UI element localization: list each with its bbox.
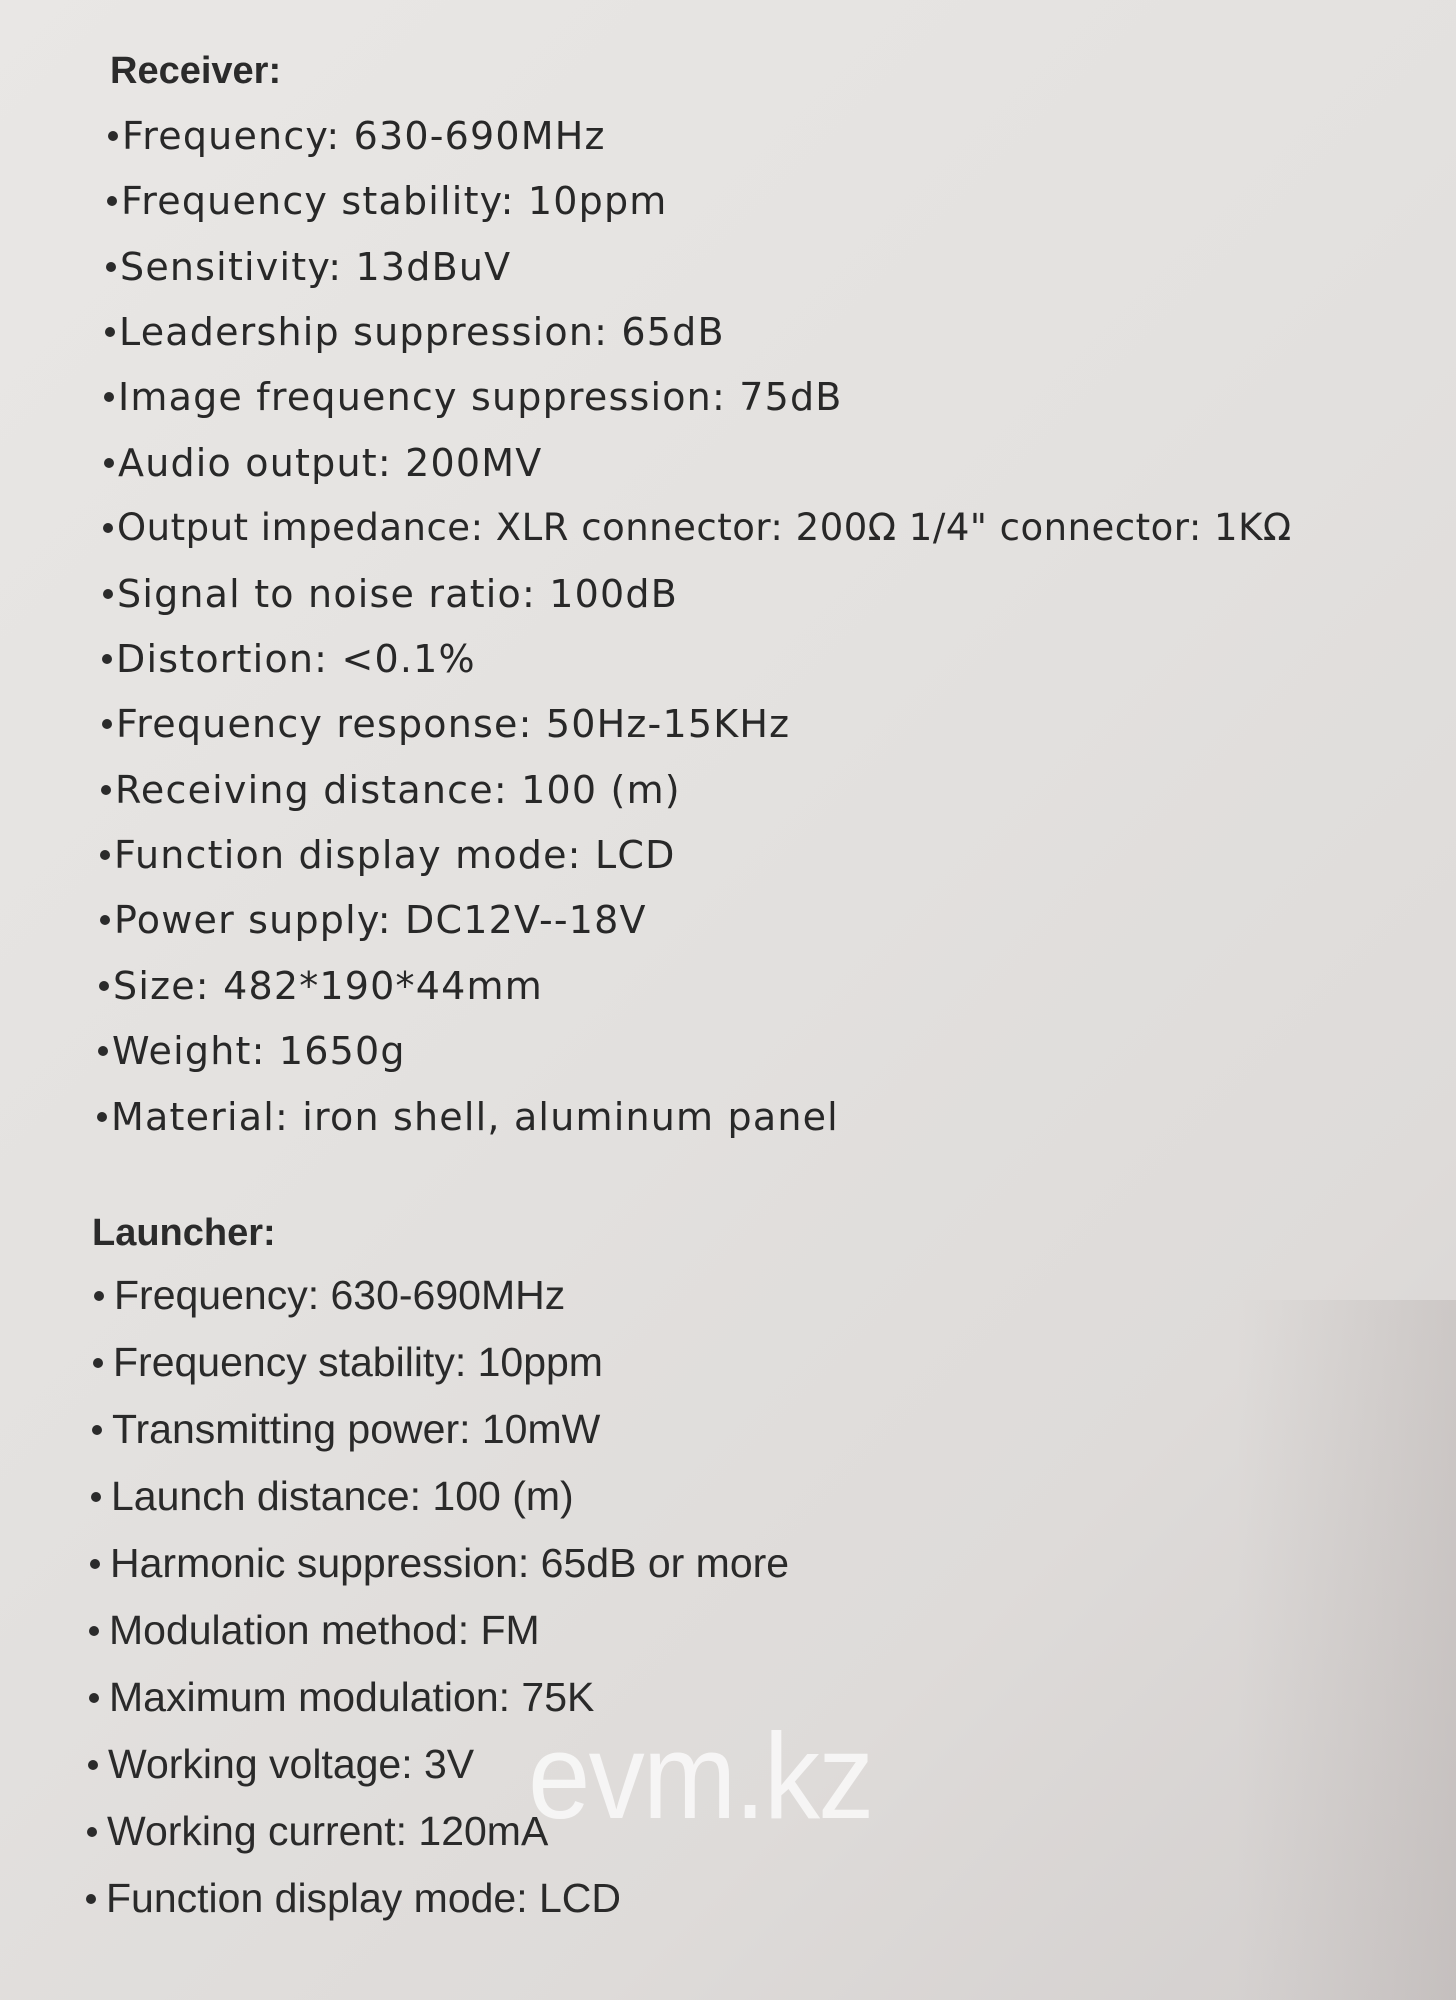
bullet-icon <box>103 523 113 533</box>
bullet-icon <box>94 1291 104 1301</box>
launcher-spec-item: Working current: 120mA <box>87 1808 548 1855</box>
launcher-spec-item: Maximum modulation: 75K <box>89 1674 594 1721</box>
receiver-spec-item: Distortion: <0.1% <box>102 637 476 681</box>
launcher-spec-item: Frequency: 630-690MHz <box>94 1272 565 1319</box>
receiver-spec-item: Image frequency suppression: 75dB <box>104 375 843 419</box>
receiver-heading: Receiver: <box>110 50 282 92</box>
bullet-icon <box>93 1358 103 1368</box>
receiver-spec-item: Frequency stability: 10ppm <box>107 179 667 223</box>
receiver-spec-item: Audio output: 200MV <box>104 441 542 485</box>
launcher-spec-item: Harmonic suppression: 65dB or more <box>90 1540 789 1587</box>
bullet-icon <box>98 1046 108 1056</box>
bullet-icon <box>89 1693 99 1703</box>
bullet-icon <box>107 196 117 206</box>
receiver-spec-item: Frequency: 630-690MHz <box>108 114 606 158</box>
receiver-spec-item: Frequency response: 50Hz-15KHz <box>102 702 790 746</box>
receiver-spec-item: Output impedance: XLR connector: 200Ω 1/4" connector: 1KΩ <box>103 506 1292 549</box>
receiver-spec-item: Function display mode: LCD <box>100 833 676 877</box>
receiver-spec-item: Size: 482*190*44mm <box>99 964 543 1008</box>
bullet-icon <box>108 131 118 141</box>
bullet-icon <box>97 1112 107 1122</box>
receiver-spec-item: Receiving distance: 100 (m) <box>101 768 681 812</box>
bullet-icon <box>104 458 114 468</box>
bullet-icon <box>101 785 111 795</box>
receiver-spec-item: Weight: 1650g <box>98 1029 406 1073</box>
receiver-spec-item: Sensitivity: 13dBuV <box>106 245 511 289</box>
receiver-spec-item: Signal to noise ratio: 100dB <box>103 572 678 616</box>
bullet-icon <box>104 392 114 402</box>
launcher-spec-item: Function display mode: LCD <box>86 1875 621 1922</box>
bullet-icon <box>89 1626 99 1636</box>
receiver-spec-item: Power supply: DC12V--18V <box>100 898 647 942</box>
launcher-spec-item: Modulation method: FM <box>89 1607 540 1654</box>
bullet-icon <box>92 1425 102 1435</box>
bullet-icon <box>88 1760 98 1770</box>
launcher-spec-item: Frequency stability: 10ppm <box>93 1339 603 1386</box>
bullet-icon <box>105 327 115 337</box>
bullet-icon <box>86 1894 96 1904</box>
receiver-spec-item: Material: iron shell, aluminum panel <box>97 1095 839 1139</box>
watermark: evm.kz <box>528 1708 873 1844</box>
bullet-icon <box>103 589 113 599</box>
bullet-icon <box>99 981 109 991</box>
bullet-icon <box>91 1492 101 1502</box>
launcher-spec-item: Launch distance: 100 (m) <box>91 1473 574 1520</box>
launcher-heading: Launcher: <box>92 1212 276 1254</box>
bullet-icon <box>87 1827 97 1837</box>
bullet-icon <box>100 915 110 925</box>
launcher-spec-item: Transmitting power: 10mW <box>92 1406 600 1453</box>
launcher-spec-item: Working voltage: 3V <box>88 1741 474 1788</box>
bullet-icon <box>106 262 116 272</box>
receiver-spec-item: Leadership suppression: 65dB <box>105 310 725 354</box>
bullet-icon <box>102 719 112 729</box>
bullet-icon <box>90 1559 100 1569</box>
bullet-icon <box>102 654 112 664</box>
page-shadow <box>1236 1300 1456 2000</box>
bullet-icon <box>100 850 110 860</box>
